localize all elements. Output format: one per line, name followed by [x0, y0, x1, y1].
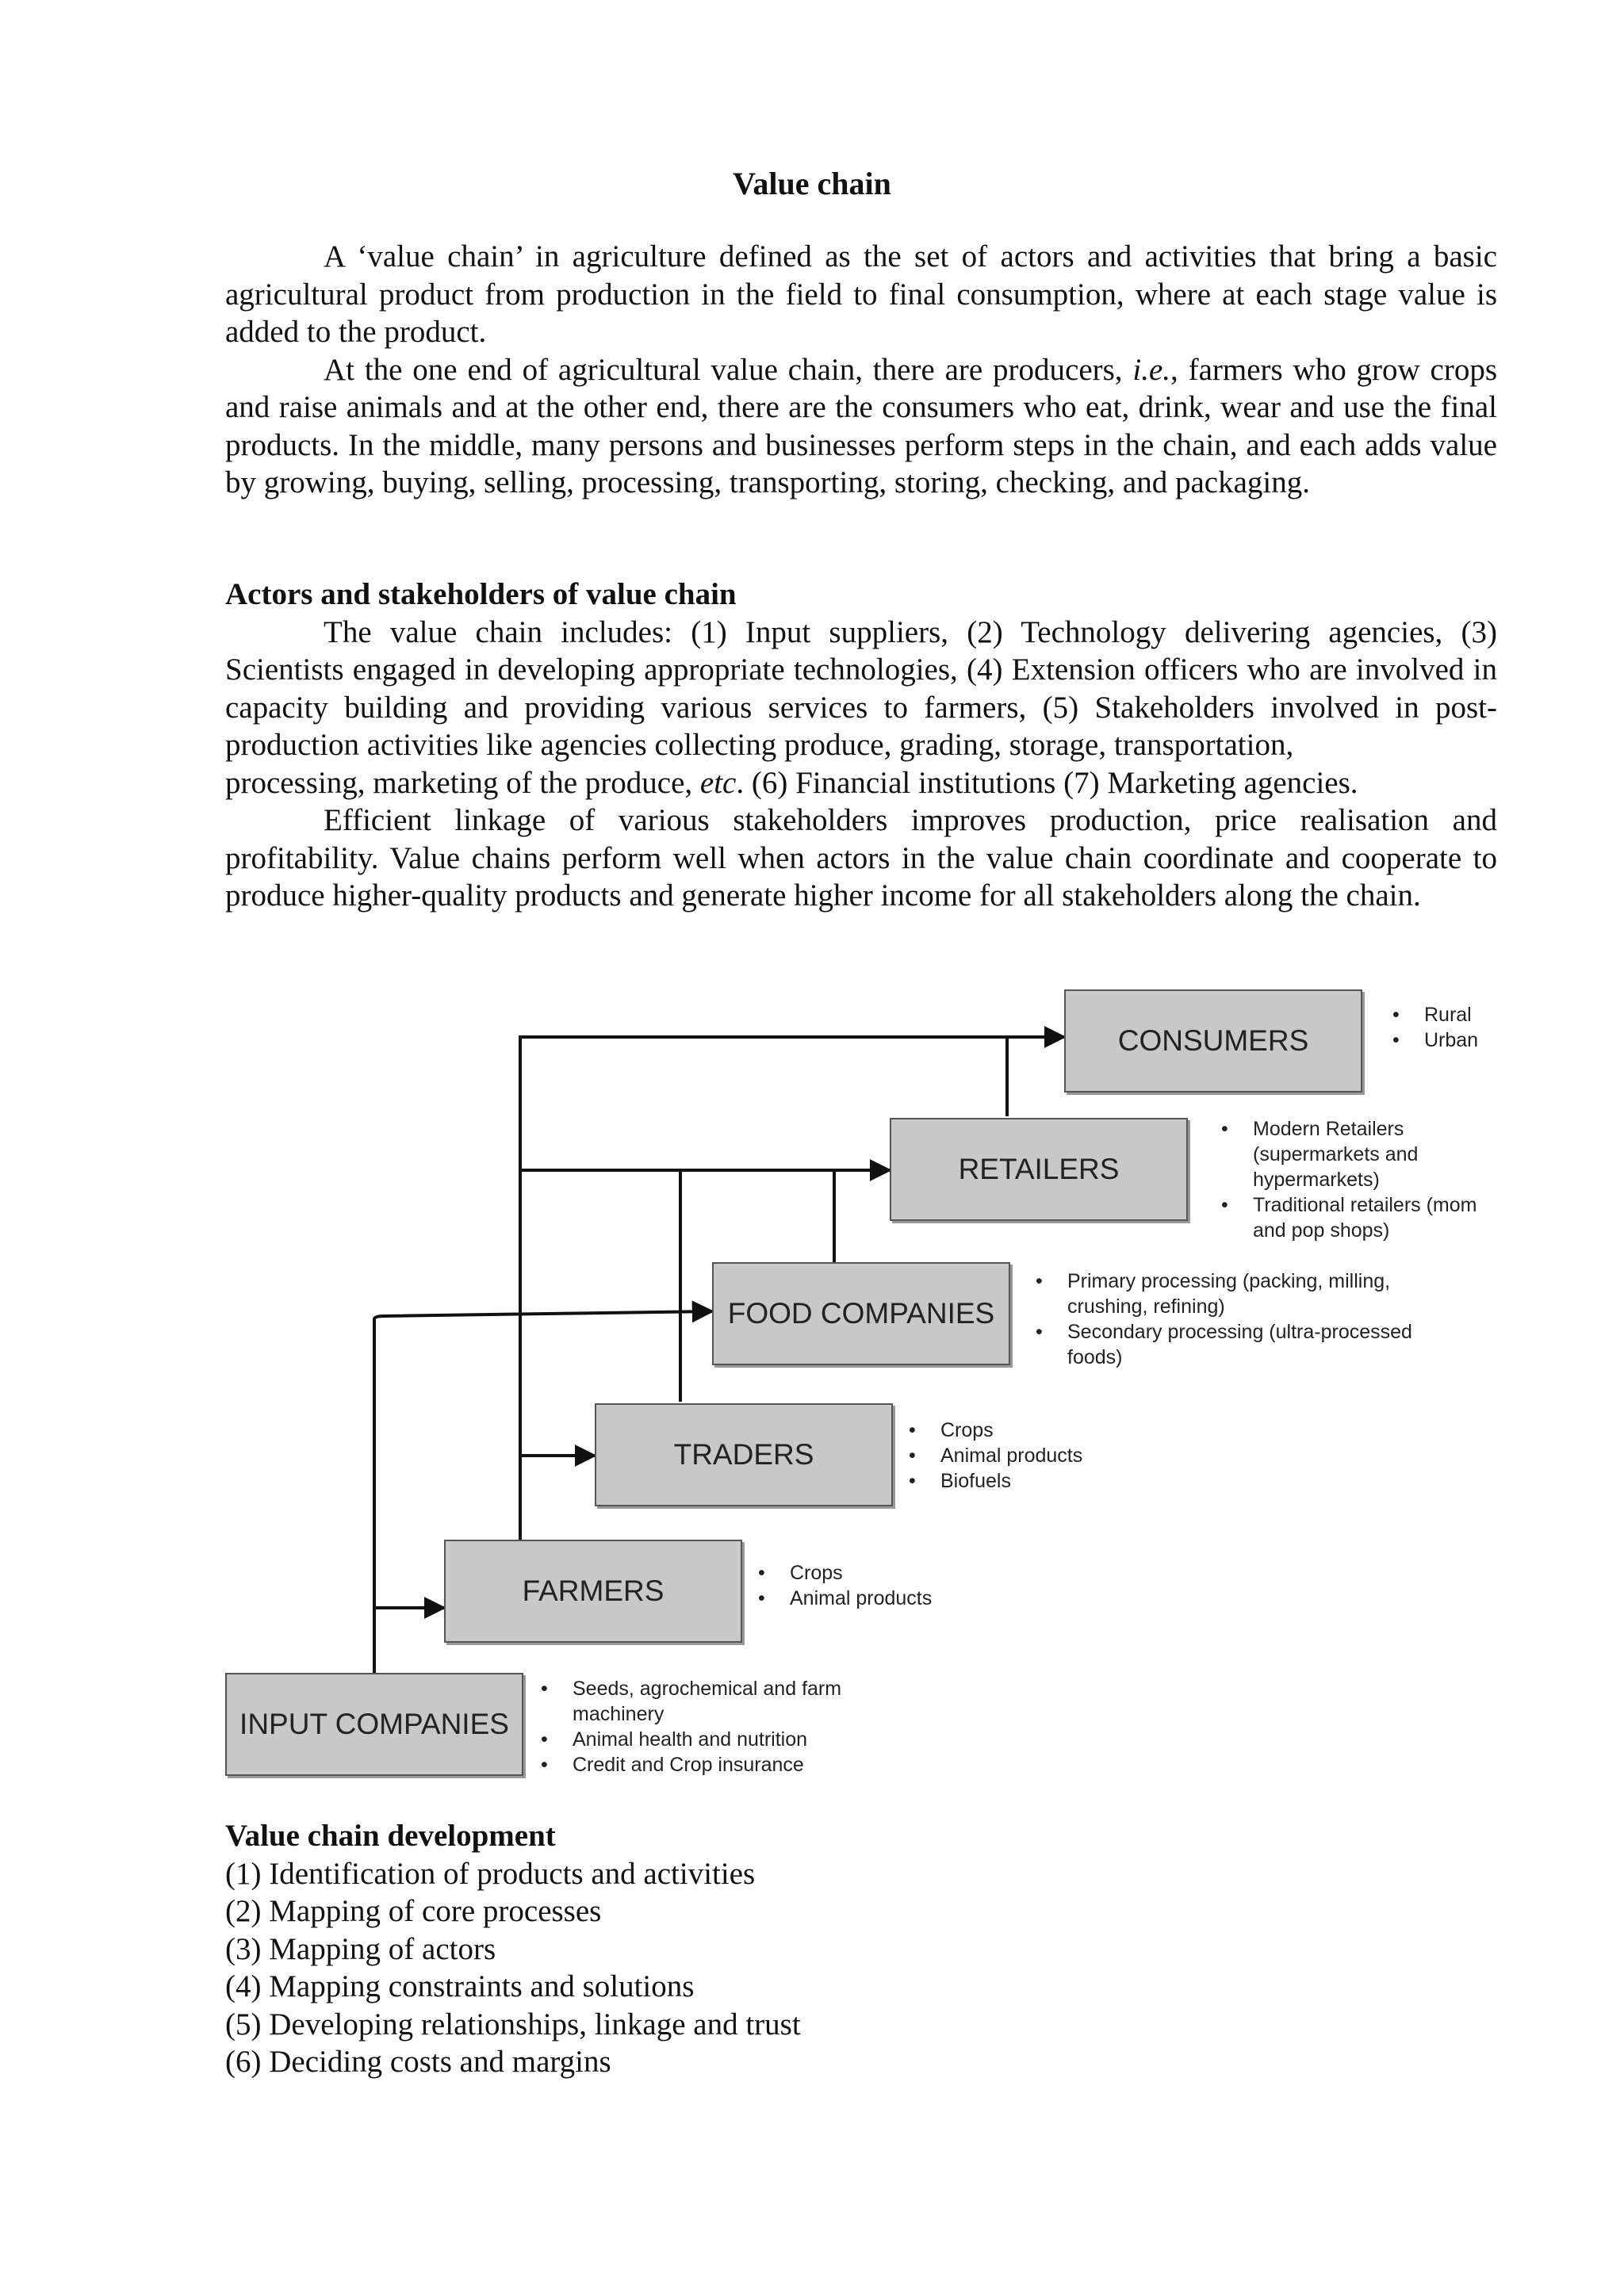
food-companies-bullet: • Primary processing (packing, milling, crushing, refining): [1036, 1269, 1448, 1319]
traders-bullet: • Crops: [909, 1418, 1162, 1443]
food-companies-bullet: • Secondary processing (ultra-processed foods): [1036, 1319, 1448, 1370]
retailers-bullets: [1221, 1116, 1491, 1243]
traders-label: TRADERS: [673, 1438, 814, 1471]
consumers-bullets: [1392, 1002, 1497, 1053]
value-chain-diagram: [225, 989, 1497, 1798]
input-companies-bullet: • Seeds, agrochemical and farm machinery: [541, 1676, 874, 1727]
list-item: (4) Mapping constraints and solutions: [225, 1969, 695, 2003]
retailers-bullet: • Modern Retailers (supermarkets and hypermarkets): [1221, 1116, 1491, 1192]
input-companies-bullets: [541, 1676, 874, 1777]
actors-paragraph-1: [225, 614, 1497, 764]
input-companies-label: INPUT COMPANIES: [239, 1708, 509, 1740]
actors-section: [225, 576, 1497, 915]
intro-paragraph-2: [225, 351, 1497, 502]
traders-box: [595, 1403, 893, 1506]
input-companies-box: [225, 1673, 523, 1776]
intro-section: [225, 238, 1497, 502]
retailers-label: RETAILERS: [958, 1153, 1120, 1185]
page-title: Value chain: [733, 166, 891, 201]
list-item: (6) Deciding costs and margins: [225, 2045, 611, 2079]
retailers-box: [890, 1118, 1188, 1221]
actors-p1-text-b: processing, marketing of the produce,: [225, 765, 700, 800]
actors-paragraph-1-cont: [225, 764, 1497, 802]
intro-p2-text-b: , farmers who grow crops and raise animals and at the other end, there are the consumers who eat, drink, wear and use the final products. In the middle, many persons and businesses perform steps in the chain, and each adds value by growing, buying, selling, processing, transporting, storing, checking, and packaging.: [225, 352, 1498, 499]
farmers-bullet: • Crops: [758, 1560, 1012, 1586]
food-companies-label: FOOD COMPANIES: [727, 1297, 995, 1330]
retailers-bullet: • Traditional retailers (mom and pop shops): [1221, 1192, 1491, 1243]
traders-bullets: [909, 1418, 1162, 1494]
list-item: (5) Developing relationships, linkage and trust: [225, 2007, 801, 2042]
intro-p2-ie: i.e.: [1132, 352, 1171, 387]
actors-heading: Actors and stakeholders of value chain: [225, 577, 737, 611]
intro-p2-text-a: At the one end of agricultural value chain, there are producers,: [324, 352, 1133, 387]
intro-paragraph-1: A ‘value chain’ in agriculture defined as the set of actors and activities that bring a basic agricultural product from production in the field to final consumption, where at each stage value is added to the product.: [225, 239, 1497, 349]
consumers-label: CONSUMERS: [1117, 1024, 1309, 1057]
actors-p1-etc: etc: [699, 765, 737, 800]
farmers-label: FARMERS: [522, 1575, 665, 1607]
input-companies-bullet: • Credit and Crop insurance: [541, 1752, 874, 1777]
actors-p1-text-a: The value chain includes: (1) Input suppliers, (2) Technology delivering agencies, (3) Scientists engaged in developing appropriate technologies, (4) Extension officers who are involved in capacity building and providing various services to farmers, (5) Stakeholders involved in post-production activities like agencies collecting produce, grading, storage, transportation,: [225, 614, 1497, 762]
list-item: (3) Mapping of actors: [225, 1931, 496, 1966]
consumers-bullet: • Urban: [1392, 1027, 1497, 1053]
list-item: (2) Mapping of core processes: [225, 1894, 602, 1928]
farmers-bullets: [758, 1560, 1012, 1611]
food-companies-bullets: [1036, 1269, 1448, 1370]
actors-p1-text-c: . (6) Financial institutions (7) Marketing agencies.: [736, 765, 1358, 800]
development-section: [225, 1817, 1497, 2081]
traders-bullet: • Animal products: [909, 1443, 1162, 1468]
list-item: (1) Identification of products and activities: [225, 1856, 756, 1891]
input-companies-bullet: • Animal health and nutrition: [541, 1727, 874, 1752]
farmers-bullet: • Animal products: [758, 1586, 1012, 1611]
input-to-farmers-arrow: [374, 1608, 444, 1679]
farmers-box: [444, 1540, 742, 1643]
development-list: [225, 1855, 1497, 2081]
consumers-box: [1064, 989, 1362, 1093]
consumers-bullet: • Rural: [1392, 1002, 1497, 1027]
food-companies-box: [712, 1262, 1010, 1365]
actors-paragraph-2: Efficient linkage of various stakeholders improves production, price realisation and profitability. Value chains perform well when actors in the value chain coordinate and cooperate to produce higher-quality products and generate higher income for all stakeholders along the chain.: [225, 803, 1497, 913]
development-heading: Value chain development: [225, 1819, 556, 1853]
traders-bullet: • Biofuels: [909, 1468, 1162, 1494]
